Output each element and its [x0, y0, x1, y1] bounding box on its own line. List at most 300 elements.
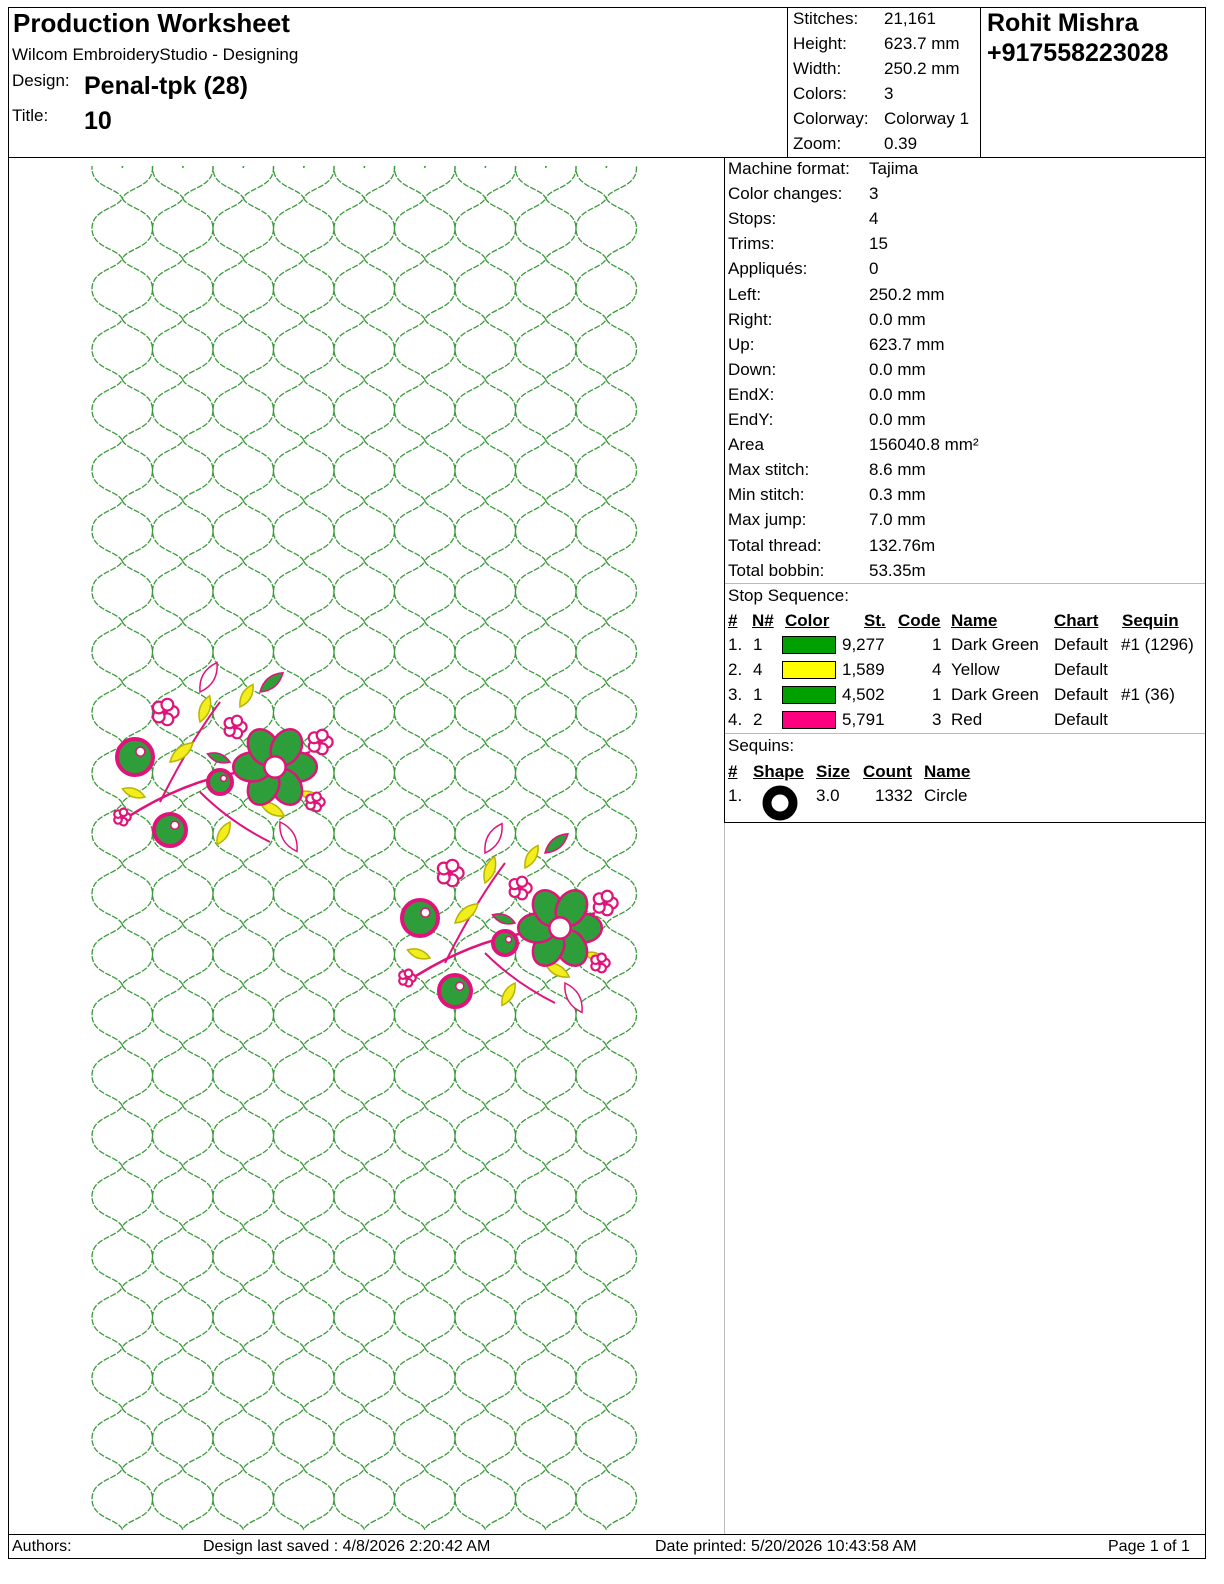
- ogee-cell: [576, 743, 637, 804]
- footer-last-saved: Design last saved : 4/8/2026 2:20:42 AM: [203, 1538, 491, 1555]
- col-num: #: [728, 611, 738, 630]
- detail-label: Max stitch:: [728, 460, 810, 480]
- bud: [493, 931, 517, 955]
- ogee-cell: [334, 682, 395, 743]
- ogee-cell: [455, 198, 516, 259]
- ogee-cell: [334, 380, 395, 441]
- color-swatch: [782, 661, 836, 679]
- flower-center: [549, 917, 570, 938]
- ogee-cell: [334, 1408, 395, 1469]
- ogee-cell: [395, 1287, 456, 1348]
- summary-stitches-value: 21,161: [884, 9, 936, 28]
- leaf: [406, 946, 431, 962]
- worksheet-title: Production Worksheet: [13, 8, 290, 38]
- ogee-cell: [334, 561, 395, 622]
- ogee-cell: [153, 924, 214, 985]
- detail-label: Color changes:: [728, 184, 843, 204]
- ogee-cell: [92, 561, 153, 622]
- ogee-cell: [92, 682, 153, 743]
- ogee-cell: [576, 561, 637, 622]
- sequin-row-num: 1.: [728, 786, 743, 805]
- summary-stitches-label: Stitches:: [793, 9, 859, 28]
- leaf: [491, 911, 516, 927]
- col-st: St.: [864, 611, 886, 630]
- ogee-cell: [455, 561, 516, 622]
- footer-date-printed: Date printed: 5/20/2026 10:43:58 AM: [655, 1538, 917, 1555]
- ogee-cell: [516, 1408, 577, 1469]
- small-petal: [446, 860, 458, 872]
- col-n: N#: [752, 611, 774, 630]
- stop-cell-st: 5,791: [842, 710, 885, 729]
- ogee-cell: [213, 501, 274, 562]
- ogee-cell: [516, 501, 577, 562]
- ogee-cell: [92, 1227, 153, 1288]
- floral-motif-left: [114, 660, 332, 855]
- bud-dot: [136, 747, 145, 756]
- small-petal: [312, 793, 320, 801]
- ogee-cell: [334, 803, 395, 864]
- detail-label: Trims:: [728, 234, 775, 254]
- ogee-cell: [153, 1166, 214, 1227]
- detail-label: Area: [728, 435, 764, 455]
- stop-cell-name: Dark Green: [951, 685, 1039, 704]
- ogee-cell: [576, 501, 637, 562]
- ogee-cell: [213, 380, 274, 441]
- footer-page-number: Page 1 of 1: [1108, 1538, 1190, 1555]
- ogee-cell: [455, 1408, 516, 1469]
- stop-cell-chart: Default: [1054, 685, 1108, 704]
- ogee-cell: [334, 1166, 395, 1227]
- small-center: [120, 815, 124, 819]
- ogee-cell: [334, 440, 395, 501]
- detail-label: Max jump:: [728, 510, 807, 530]
- sequin-row-count: 1332: [875, 786, 913, 805]
- leaf: [480, 821, 507, 856]
- detail-value: 0.0 mm: [869, 359, 926, 379]
- ogee-cell: [334, 319, 395, 380]
- stop-cell-num: 1.: [728, 635, 743, 654]
- color-swatch: [782, 686, 836, 704]
- ogee-cell: [92, 319, 153, 380]
- ogee-cell: [576, 162, 637, 198]
- stop-cell-st: 1,589: [842, 660, 885, 679]
- ogee-cell: [213, 319, 274, 380]
- ogee-cell: [455, 1287, 516, 1348]
- stop-cell-name: Dark Green: [951, 635, 1039, 654]
- ogee-cell: [334, 1287, 395, 1348]
- ogee-cell: [516, 1045, 577, 1106]
- small-center: [405, 976, 409, 980]
- ogee-cell: [213, 198, 274, 259]
- ogee-cell: [153, 162, 214, 198]
- ogee-cell: [395, 1469, 456, 1530]
- design-name: Penal-tpk (28): [84, 72, 248, 100]
- summary-colorway-label: Colorway:: [793, 109, 869, 128]
- summary-colors-label: Colors:: [793, 84, 847, 103]
- stop-cell-n: 4: [753, 660, 763, 679]
- ogee-cell: [334, 198, 395, 259]
- ogee-cell: [153, 561, 214, 622]
- color-swatch: [782, 711, 836, 729]
- ogee-cell: [455, 1469, 516, 1530]
- ogee-cell: [576, 1469, 637, 1530]
- ogee-cell: [213, 1287, 274, 1348]
- bud: [154, 814, 186, 846]
- detail-label: Left:: [728, 284, 762, 304]
- color-swatch: [782, 636, 836, 654]
- ogee-cell: [576, 259, 637, 320]
- leaf: [121, 785, 146, 801]
- ogee-cell: [395, 622, 456, 683]
- stop-cell-name: Yellow: [951, 660, 1000, 679]
- leaf: [195, 694, 214, 724]
- ogee-cell: [516, 682, 577, 743]
- ogee-cell: [334, 1227, 395, 1288]
- bud: [402, 900, 438, 936]
- ogee-cell: [334, 743, 395, 804]
- detail-label: Up:: [728, 334, 755, 354]
- stop-cell-code: 1: [932, 635, 942, 654]
- detail-value: 0.0 mm: [869, 384, 926, 404]
- summary-zoom-value: 0.39: [884, 134, 918, 153]
- ogee-cell: [213, 1227, 274, 1288]
- ogee-cell: [213, 1045, 274, 1106]
- ogee-cell: [516, 440, 577, 501]
- design-label: Design:: [12, 71, 70, 90]
- ogee-cell: [395, 1166, 456, 1227]
- small-petal: [602, 891, 613, 902]
- detail-value: 132.76m: [869, 535, 936, 555]
- stop-cell-sequin: #1 (1296): [1121, 635, 1194, 654]
- ogee-cell: [92, 440, 153, 501]
- ogee-cell: [274, 1166, 335, 1227]
- ogee-cell: [395, 162, 456, 198]
- summary-colors-value: 3: [884, 84, 894, 103]
- ogee-cell: [334, 259, 395, 320]
- small-center: [162, 709, 168, 715]
- ogee-cell: [576, 1287, 637, 1348]
- col-color: Color: [785, 611, 830, 630]
- detail-value: 0.3 mm: [869, 485, 926, 505]
- ogee-cell: [395, 1348, 456, 1409]
- ogee-cell: [455, 440, 516, 501]
- ogee-cell: [274, 198, 335, 259]
- small-petal: [161, 699, 173, 711]
- ogee-cell: [576, 985, 637, 1046]
- ogee-cell: [92, 380, 153, 441]
- stop-cell-chart: Default: [1054, 710, 1108, 729]
- ogee-cell: [334, 985, 395, 1046]
- stop-cell-chart: Default: [1054, 635, 1108, 654]
- ogee-cell: [334, 1348, 395, 1409]
- ogee-cell: [92, 259, 153, 320]
- ogee-cell: [516, 259, 577, 320]
- stop-cell-code: 3: [932, 710, 942, 729]
- ogee-cell: [455, 1227, 516, 1288]
- flower-center: [264, 756, 285, 777]
- stop-cell-num: 4.: [728, 710, 743, 729]
- ogee-cell: [455, 682, 516, 743]
- bud: [117, 739, 153, 775]
- bud-dot: [506, 936, 512, 942]
- stop-cell-n: 1: [753, 635, 763, 654]
- detail-label: EndY:: [728, 410, 774, 429]
- summary-colorway-value: Colorway 1: [884, 109, 970, 128]
- stop-cell-num: 3.: [728, 685, 743, 704]
- ogee-cell: [395, 561, 456, 622]
- small-petal: [597, 954, 605, 962]
- ogee-cell: [516, 162, 577, 198]
- leaf: [275, 819, 302, 854]
- ogee-cell: [213, 1166, 274, 1227]
- ogee-cell: [516, 1106, 577, 1167]
- detail-value: 0.0 mm: [869, 309, 926, 329]
- stop-cell-code: 1: [932, 685, 942, 704]
- detail-value: 4: [869, 209, 879, 229]
- ogee-cell: [274, 1287, 335, 1348]
- stop-cell-chart: Default: [1054, 660, 1108, 679]
- ogee-cell: [213, 622, 274, 683]
- seq-col-num: #: [728, 762, 738, 781]
- detail-label: Right:: [728, 309, 773, 329]
- ogee-cell: [274, 864, 335, 925]
- leaf: [498, 981, 519, 1008]
- ogee-cell: [576, 198, 637, 259]
- seq-col-size: Size: [816, 762, 851, 781]
- ogee-cell: [274, 1045, 335, 1106]
- ogee-cell: [516, 1348, 577, 1409]
- design-preview: [80, 162, 660, 1534]
- detail-value: 7.0 mm: [869, 510, 926, 530]
- ogee-cell: [274, 985, 335, 1046]
- ogee-cell: [516, 1227, 577, 1288]
- ogee-cell: [274, 1348, 335, 1409]
- ogee-cell: [395, 1227, 456, 1288]
- ogee-cell: [576, 1408, 637, 1469]
- ogee-cell: [516, 380, 577, 441]
- sequin-row-size: 3.0: [816, 786, 840, 805]
- ogee-cell: [213, 1469, 274, 1530]
- ogee-cell: [455, 319, 516, 380]
- ogee-cell: [274, 501, 335, 562]
- ogee-cell: [455, 259, 516, 320]
- ogee-cell: [455, 803, 516, 864]
- ogee-cell: [92, 1106, 153, 1167]
- leaf: [257, 669, 287, 696]
- small-petal: [405, 970, 413, 978]
- ogee-cell: [274, 380, 335, 441]
- stop-cell-n: 1: [753, 685, 763, 704]
- stop-cell-num: 2.: [728, 660, 743, 679]
- ogee-cell: [395, 1408, 456, 1469]
- summary-width-label: Width:: [793, 59, 842, 78]
- ogee-cell: [92, 985, 153, 1046]
- summary-height-value: 623.7 mm: [884, 34, 960, 53]
- ogee-cell: [92, 1287, 153, 1348]
- ogee-cell: [153, 1227, 214, 1288]
- detail-label: Total thread:: [728, 535, 822, 555]
- ogee-cell: [395, 501, 456, 562]
- small-center: [233, 725, 238, 730]
- detail-label: Down:: [728, 359, 777, 379]
- ogee-cell: [576, 319, 637, 380]
- ogee-cell: [334, 1045, 395, 1106]
- ogee-cell: [576, 803, 637, 864]
- stop-cell-sequin: #1 (36): [1121, 685, 1175, 704]
- ogee-cell: [455, 380, 516, 441]
- ogee-cell: [455, 501, 516, 562]
- ogee-cell: [153, 985, 214, 1046]
- bud-dot: [421, 908, 430, 917]
- detail-label: Total bobbin:: [728, 560, 825, 580]
- ogee-cell: [334, 864, 395, 925]
- small-center: [313, 800, 317, 804]
- summary-width-value: 250.2 mm: [884, 59, 960, 78]
- floral-motifs: [114, 660, 617, 1016]
- ogee-cell: [153, 864, 214, 925]
- stop-cell-st: 4,502: [842, 685, 885, 704]
- detail-value: 0: [869, 259, 879, 279]
- ogee-cell: [92, 622, 153, 683]
- ogee-cell: [395, 380, 456, 441]
- ogee-cell: [213, 985, 274, 1046]
- ogee-cell: [153, 501, 214, 562]
- ogee-cell: [395, 803, 456, 864]
- ogee-cell: [455, 1348, 516, 1409]
- seq-col-name: Name: [924, 762, 971, 781]
- ogee-cell: [153, 1348, 214, 1409]
- ogee-cell: [334, 162, 395, 198]
- ogee-cell: [92, 1045, 153, 1106]
- small-petal: [317, 730, 328, 741]
- ogee-cell: [153, 1106, 214, 1167]
- summary-zoom-label: Zoom:: [793, 134, 842, 153]
- ogee-cell: [576, 682, 637, 743]
- stop-cell-n: 2: [753, 710, 763, 729]
- ogee-cell: [576, 380, 637, 441]
- detail-value: Tajima: [869, 159, 919, 178]
- ogee-cell: [516, 319, 577, 380]
- ogee-cell: [274, 1469, 335, 1530]
- sequin-row-name: Circle: [924, 786, 968, 805]
- ogee-cell: [153, 1045, 214, 1106]
- seq-col-count: Count: [863, 762, 913, 781]
- footer-authors: Authors:: [12, 1538, 72, 1555]
- ogee-cell: [395, 259, 456, 320]
- ogee-cell: [334, 924, 395, 985]
- ogee-cell: [153, 1408, 214, 1469]
- ogee-cell: [153, 1287, 214, 1348]
- detail-value: 3: [869, 184, 879, 204]
- ogee-cell: [395, 319, 456, 380]
- bud-dot: [221, 775, 227, 781]
- summary-height-label: Height:: [793, 34, 847, 53]
- ogee-cell: [274, 1106, 335, 1167]
- ogee-cell: [92, 198, 153, 259]
- detail-value: 156040.8 mm²: [869, 435, 979, 455]
- stop-cell-code: 4: [932, 660, 942, 679]
- ogee-cell: [274, 440, 335, 501]
- bud-dot: [171, 821, 179, 829]
- ogee-cell: [395, 1106, 456, 1167]
- detail-value: 623.7 mm: [869, 334, 945, 354]
- bud: [439, 975, 471, 1007]
- ogee-cell: [213, 864, 274, 925]
- ogee-cell: [516, 1469, 577, 1530]
- ogee-cell: [153, 198, 214, 259]
- col-sequin: Sequin: [1122, 611, 1179, 630]
- ogee-cell: [395, 198, 456, 259]
- small-center: [602, 900, 607, 905]
- ogee-cell: [395, 440, 456, 501]
- contact-name: Rohit Mishra: [987, 9, 1139, 37]
- detail-value: 0.0 mm: [869, 410, 926, 429]
- small-center: [598, 961, 602, 965]
- ogee-cell: [455, 162, 516, 198]
- seq-col-shape: Shape: [753, 762, 805, 781]
- ogee-cell: [274, 1227, 335, 1288]
- ogee-cell: [516, 622, 577, 683]
- software-name: Wilcom EmbroideryStudio - Designing: [12, 45, 299, 64]
- ogee-cell: [153, 319, 214, 380]
- ogee-cell: [274, 162, 335, 198]
- ogee-cell: [576, 1227, 637, 1288]
- ogee-cell: [213, 162, 274, 198]
- ogee-cell: [516, 198, 577, 259]
- ogee-cell: [92, 1408, 153, 1469]
- ogee-cell: [395, 1045, 456, 1106]
- ogee-cell: [455, 1045, 516, 1106]
- bud: [208, 770, 232, 794]
- ogee-cell: [274, 561, 335, 622]
- title-label: Title:: [12, 106, 49, 125]
- ogee-cell: [274, 319, 335, 380]
- ogee-cell: [334, 501, 395, 562]
- ogee-cell: [576, 1045, 637, 1106]
- ogee-cell: [274, 924, 335, 985]
- ogee-cell: [455, 1106, 516, 1167]
- ogee-cell: [395, 743, 456, 804]
- ogee-cell: [153, 380, 214, 441]
- ogee-cell: [213, 259, 274, 320]
- detail-value: 15: [869, 234, 888, 254]
- detail-label: Min stitch:: [728, 485, 805, 505]
- title-value: 10: [84, 107, 112, 135]
- ogee-cell: [334, 622, 395, 683]
- ogee-cell: [455, 743, 516, 804]
- ogee-cell: [213, 440, 274, 501]
- ogee-cell: [153, 259, 214, 320]
- ogee-cell: [334, 1469, 395, 1530]
- ogee-cell: [516, 1287, 577, 1348]
- col-chart: Chart: [1054, 611, 1099, 630]
- ogee-cell: [213, 1408, 274, 1469]
- ogee-cell: [576, 440, 637, 501]
- ogee-cell: [213, 1348, 274, 1409]
- ogee-cell: [92, 1469, 153, 1530]
- ogee-cell: [455, 1166, 516, 1227]
- small-petal: [232, 716, 242, 726]
- leaf: [542, 830, 572, 857]
- ring-icon: [761, 784, 799, 822]
- ogee-cell: [92, 924, 153, 985]
- ogee-cell: [213, 1106, 274, 1167]
- ogee-cell: [213, 924, 274, 985]
- stop-cell-name: Red: [951, 710, 983, 729]
- ogee-cell: [576, 622, 637, 683]
- ogee-cell: [274, 259, 335, 320]
- ogee-cell: [274, 1408, 335, 1469]
